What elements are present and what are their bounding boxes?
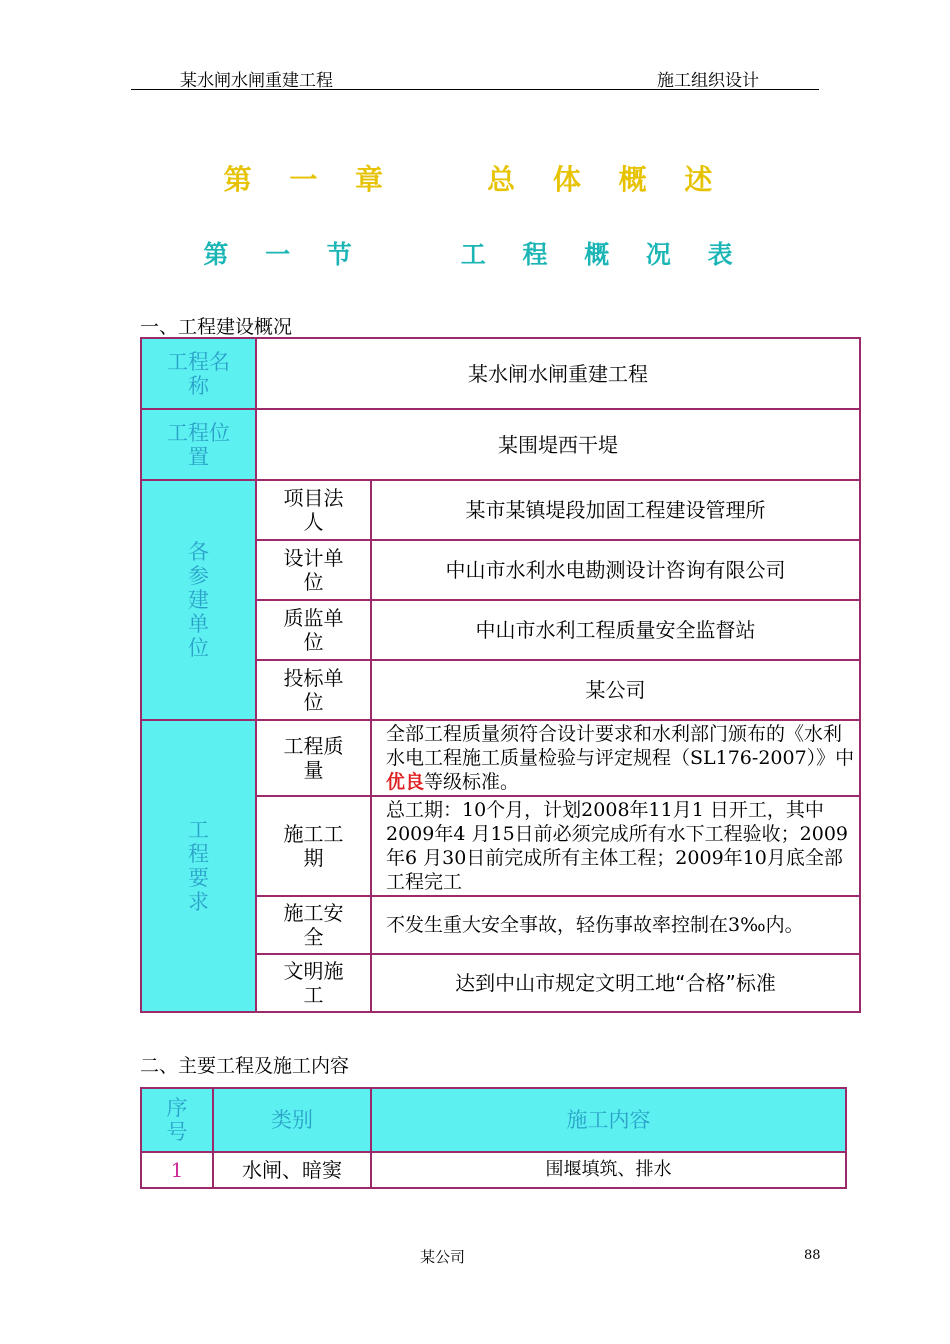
table-row — [141, 720, 860, 796]
part2-heading: 二、主要工程及施工内容 — [140, 1055, 350, 1077]
req-item-label: 工程质量 — [283, 734, 344, 782]
name-label: 工程名称 — [167, 349, 230, 398]
unit-value: 中山市水利工程质量安全监督站 — [371, 600, 860, 660]
unit-value: 某公司 — [371, 660, 860, 720]
unit-value: 中山市水利水电勘测设计咨询有限公司 — [371, 540, 860, 600]
table-row — [141, 338, 860, 409]
footer-company: 某公司 — [420, 1248, 466, 1266]
works-table — [140, 1087, 847, 1189]
row-category: 水闸、暗窦 — [213, 1152, 371, 1188]
table-row — [141, 1152, 846, 1188]
req-item-value: 不发生重大安全事故，轻伤事故率控制在3‰内。 — [371, 896, 860, 954]
unit-label: 项目法人 — [283, 486, 344, 534]
location-value: 某围堤西干堤 — [256, 409, 860, 480]
section-title — [0, 235, 950, 271]
units-label-cell — [141, 480, 256, 720]
chapter-name: 总 体 概 述 — [487, 163, 727, 196]
req-item-label: 施工安全 — [283, 901, 344, 949]
table-row — [141, 480, 860, 540]
col-header-content: 施工内容 — [371, 1088, 846, 1152]
req-label-cell — [141, 720, 256, 1012]
location-label: 工程位置 — [167, 420, 230, 469]
col-header-category: 类别 — [213, 1088, 371, 1152]
name-label-cell — [141, 338, 256, 409]
row-content: 围堰填筑、排水 — [371, 1152, 846, 1188]
col-header-no: 序号 — [166, 1096, 188, 1144]
req-item-label: 施工工期 — [283, 822, 344, 870]
part1-heading: 一、工程建设概况 — [140, 316, 293, 338]
chapter-title — [0, 158, 950, 198]
header-rule — [131, 89, 819, 90]
req-item-label: 文明施工 — [283, 959, 344, 1007]
req-item-value: 达到中山市规定文明工地“合格”标准 — [371, 954, 860, 1012]
chapter-number: 第 一 章 — [223, 163, 398, 196]
section-number: 第 一 节 — [203, 240, 366, 269]
unit-label: 投标单位 — [283, 666, 344, 714]
req-item-value: 总工期：10个月，计划2008年11月1 日开工，其中2009年4 月15日前必须完成所有水下工程验收；2009年6 月30日前完成所有主体工程；2009年10月底全部工程完工 — [371, 796, 860, 896]
page-number: 88 — [804, 1248, 821, 1263]
unit-label: 设计单位 — [283, 546, 344, 594]
req-item-value: 全部工程质量须符合设计要求和水利部门颁布的《水利水电工程施工质量检验与评定规程（SL176-2007）》中优良等级标准。 — [371, 720, 860, 796]
header-title-right: 施工组织设计 — [657, 71, 759, 91]
req-label: 工程要求 — [188, 818, 209, 914]
row-no: 1 — [141, 1152, 213, 1188]
unit-label: 质监单位 — [283, 606, 344, 654]
name-value: 某水闸水闸重建工程 — [256, 338, 860, 409]
table-row — [141, 409, 860, 480]
section-name: 工 程 概 况 表 — [460, 240, 747, 269]
highlight-text: 优良 — [386, 771, 425, 793]
location-label-cell — [141, 409, 256, 480]
units-label: 各参建单位 — [188, 540, 209, 660]
overview-table — [140, 337, 861, 1013]
unit-value: 某市某镇堤段加固工程建设管理所 — [371, 480, 860, 540]
table-header-row — [141, 1088, 846, 1152]
header-title-left: 某水闸水闸重建工程 — [180, 71, 333, 91]
